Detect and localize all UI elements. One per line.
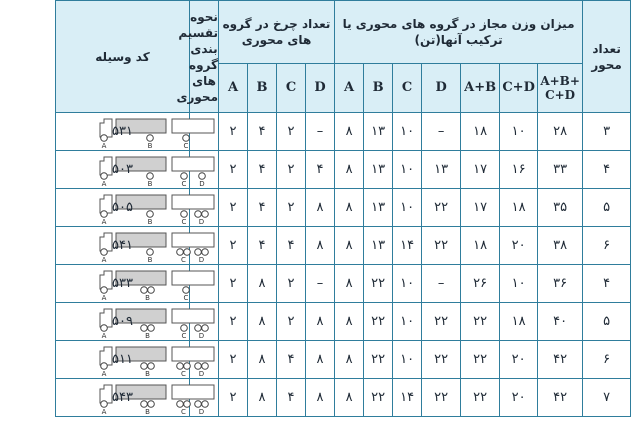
wheel-count-cell: ۲ [277,303,306,341]
axle-letter: D [198,331,205,340]
table-row [1,189,631,227]
wheel-count-cell: ۸ [248,303,277,341]
wheel-count-cell: ۴ [306,151,335,189]
weight-cell: ۱۸ [500,303,538,341]
wheel-icon [147,172,154,179]
vehicle-code-cell: ۵۰۳ [56,151,190,189]
weight-cell: ۳۳ [538,151,583,189]
weight-cell: ۲۰ [500,227,538,265]
wheel-icon [202,324,209,331]
vehicle-code-cell: ۵۱۱ [56,341,190,379]
weight-col-header: D [422,64,461,113]
wheel-count-cell: ۸ [306,227,335,265]
axle-count-cell: ۵ [583,303,631,341]
wheel-count-cell: ۴ [248,113,277,151]
wheel-count-cell: ۴ [248,227,277,265]
wheel-count-cell: ۲ [219,189,248,227]
weight-cell: ۸ [335,151,364,189]
axle-letter: D [198,217,205,226]
weight-cell: ۲۸ [538,113,583,151]
weight-cell: ۴۲ [538,341,583,379]
axle-letter: B [145,369,150,378]
vehicle-code-cell: ۵۳۱ [56,113,190,151]
weight-cell: ۲۲ [422,379,461,417]
axle-letter: B [147,179,153,188]
wheel-count-cell: ۴ [277,379,306,417]
table-row [1,151,631,189]
axle-letter: C [181,369,186,378]
axle-count-cell: ۳ [583,113,631,151]
weight-cell: ۱۰ [393,303,422,341]
wheel-icon [181,172,188,179]
weight-cell: ۱۰ [393,151,422,189]
weight-cell: ۴۰ [538,303,583,341]
wheel-icon [177,362,184,369]
weight-cell: ۱۰ [393,113,422,151]
wheel-count-cell: ۸ [248,379,277,417]
weight-col-header: C [393,64,422,113]
axle-letter: C [183,293,189,302]
weight-cell: ۴۲ [538,379,583,417]
wheel-icon [195,248,202,255]
wheel-icon [202,362,209,369]
axle-letter: B [147,217,153,226]
axle-count-cell: ۴ [583,265,631,303]
wheel-icon [195,362,202,369]
wheel-icon [195,324,202,331]
axle-letter: B [147,141,153,150]
wheel-count-cell: ۲ [219,379,248,417]
weight-cell: ۲۰ [500,341,538,379]
wheel-icon [202,248,209,255]
weight-cell: ۲۲ [461,341,500,379]
weight-cell: ۲۶ [461,265,500,303]
weight-col-header: A+B+C+D [538,64,583,113]
weight-cell: – [422,265,461,303]
wheel-icon [141,286,148,293]
wheel-icon [147,210,154,217]
axle-letter: C [181,407,186,416]
weight-cell: ۱۳ [364,227,393,265]
wheel-count-cell: ۴ [277,227,306,265]
vehicle-code-cell: ۵۴۳ [56,379,190,417]
axle-letter: B [145,331,150,340]
axle-letter: C [183,141,189,150]
weight-cell: ۱۶ [500,151,538,189]
weight-cell: – [422,113,461,151]
wheel-count-cell: ۸ [248,265,277,303]
wheel-icon [147,248,154,255]
weight-cell: ۸ [335,341,364,379]
wheel-icon [184,248,191,255]
weight-col-header: A [335,64,364,113]
wheel-icon [101,248,108,255]
weight-cell: ۱۳ [364,189,393,227]
weight-col-header: A+B [461,64,500,113]
weight-cell: ۱۰ [500,113,538,151]
wheel-count-cell: ۲ [219,113,248,151]
header-wheels-group: تعداد چرخ در گروه های محوری [219,1,335,64]
axle-count-cell: ۴ [583,151,631,189]
wheel-count-cell: – [306,265,335,303]
axle-letter: C [181,331,187,340]
axle-letter: B [147,255,153,264]
axle-letter: B [145,293,150,302]
wheel-icon [181,324,188,331]
table-row [1,379,631,417]
wheel-icon [183,134,190,141]
weight-cell: ۸ [335,303,364,341]
wheel-icon [202,400,209,407]
weight-cell: ۱۳ [422,151,461,189]
axle-letter: D [198,407,205,416]
table-row [1,265,631,303]
axle-letter: A [101,331,107,340]
wheel-icon [177,400,184,407]
wheel-icon [101,172,108,179]
axle-count-cell: ۵ [583,189,631,227]
wheel-icon [147,134,154,141]
axle-letter: D [198,369,205,378]
wheel-icon [184,362,191,369]
wheel-count-cell: ۴ [248,151,277,189]
axle-letter: C [181,255,186,264]
wheel-icon [101,362,108,369]
weight-cell: ۲۲ [364,379,393,417]
wheel-icon [148,324,155,331]
wheel-count-cell: ۸ [306,341,335,379]
header-vehicle-code: کد وسیله [56,1,190,113]
axle-letter: A [101,141,107,150]
weight-cell: ۱۳ [364,151,393,189]
weight-cell: ۱۰ [500,265,538,303]
wheel-icon [101,134,108,141]
weight-cell: ۱۰ [393,341,422,379]
wheel-icon [101,210,108,217]
wheel-icon [148,286,155,293]
header-axles: تعداد محور [583,1,631,113]
weight-cell: ۸ [335,113,364,151]
wheel-icon [148,362,155,369]
weight-cell: ۲۲ [422,341,461,379]
wheel-icon [195,400,202,407]
wheel-count-cell: ۲ [219,151,248,189]
weight-cell: ۱۴ [393,227,422,265]
weight-cell: ۲۲ [461,379,500,417]
weight-cell: ۳۵ [538,189,583,227]
wheel-icon [141,362,148,369]
weight-cell: ۱۰ [393,265,422,303]
wheel-icon [202,210,209,217]
weight-cell: ۳۸ [538,227,583,265]
weight-cell: ۲۲ [364,265,393,303]
wheel-icon [177,248,184,255]
wheel-count-cell: ۸ [306,189,335,227]
wheel-count-cell: ۸ [248,341,277,379]
wheel-count-cell: ۸ [306,303,335,341]
wheel-col-header: B [248,64,277,113]
wheel-count-cell: ۲ [277,151,306,189]
weight-cell: ۱۸ [461,227,500,265]
wheel-col-header: A [219,64,248,113]
table-row [1,341,631,379]
axle-letter: A [101,407,107,416]
weight-cell: ۸ [335,227,364,265]
axle-letter: A [101,293,107,302]
weight-cell: ۲۲ [364,303,393,341]
weight-cell: ۲۲ [422,227,461,265]
weight-cell: ۱۷ [461,151,500,189]
weight-cell: ۱۰ [393,189,422,227]
vehicle-code-cell: ۵۴۱ [56,227,190,265]
wheel-icon [101,324,108,331]
wheel-count-cell: ۲ [277,113,306,151]
weight-cell: ۳۶ [538,265,583,303]
weight-cell: ۸ [335,189,364,227]
vehicle-code-cell: ۵۳۳ [56,265,190,303]
weight-cell: ۸ [335,379,364,417]
table-row [1,113,631,151]
wheel-icon [199,172,206,179]
table-row [1,303,631,341]
wheel-icon [141,324,148,331]
axle-letter: A [101,179,107,188]
weight-cell: ۸ [335,265,364,303]
weight-cell: ۲۲ [422,189,461,227]
wheel-count-cell: ۲ [219,227,248,265]
wheel-icon [195,210,202,217]
weight-col-header: C+D [500,64,538,113]
weight-cell: ۱۷ [461,189,500,227]
weight-cell: ۲۰ [500,379,538,417]
wheel-col-header: D [306,64,335,113]
axle-count-cell: ۷ [583,379,631,417]
wheel-icon [184,400,191,407]
wheel-count-cell: ۲ [277,265,306,303]
axle-count-cell: ۶ [583,341,631,379]
header-weight-group: میزان وزن مجاز در گروه های محوری یا ترکیب آنها(تن) [335,1,583,64]
weight-cell: ۱۸ [461,113,500,151]
wheel-icon [181,210,188,217]
wheel-count-cell: ۲ [277,189,306,227]
vehicle-code-cell: ۵۰۵ [56,189,190,227]
axle-letter: D [198,255,205,264]
wheel-icon [148,400,155,407]
axle-letter: C [181,217,187,226]
wheel-count-cell: – [306,113,335,151]
weight-cell: ۱۸ [500,189,538,227]
vehicle-code-cell: ۵۰۹ [56,303,190,341]
wheel-count-cell: ۸ [306,379,335,417]
wheel-col-header: C [277,64,306,113]
wheel-icon [101,286,108,293]
header-axle-grouping: نحوه تقسیم بندی گروه های محوری [190,1,219,113]
weight-cell: ۲۲ [422,303,461,341]
axle-count-cell: ۶ [583,227,631,265]
weight-col-header: B [364,64,393,113]
wheel-count-cell: ۴ [248,189,277,227]
wheel-count-cell: ۲ [219,341,248,379]
weight-cell: ۲۲ [461,303,500,341]
weight-cell: ۲۲ [364,341,393,379]
axle-letter: D [199,179,205,188]
wheel-count-cell: ۲ [219,265,248,303]
axle-letter: A [101,255,107,264]
wheel-icon [141,400,148,407]
axle-letter: C [181,179,187,188]
wheel-icon [101,400,108,407]
wheel-count-cell: ۲ [219,303,248,341]
table-row [1,227,631,265]
axle-letter: A [101,217,107,226]
axle-letter: B [145,407,150,416]
wheel-count-cell: ۴ [277,341,306,379]
weight-cell: ۱۳ [364,113,393,151]
axle-letter: A [101,369,107,378]
wheel-icon [183,286,190,293]
weight-cell: ۱۴ [393,379,422,417]
